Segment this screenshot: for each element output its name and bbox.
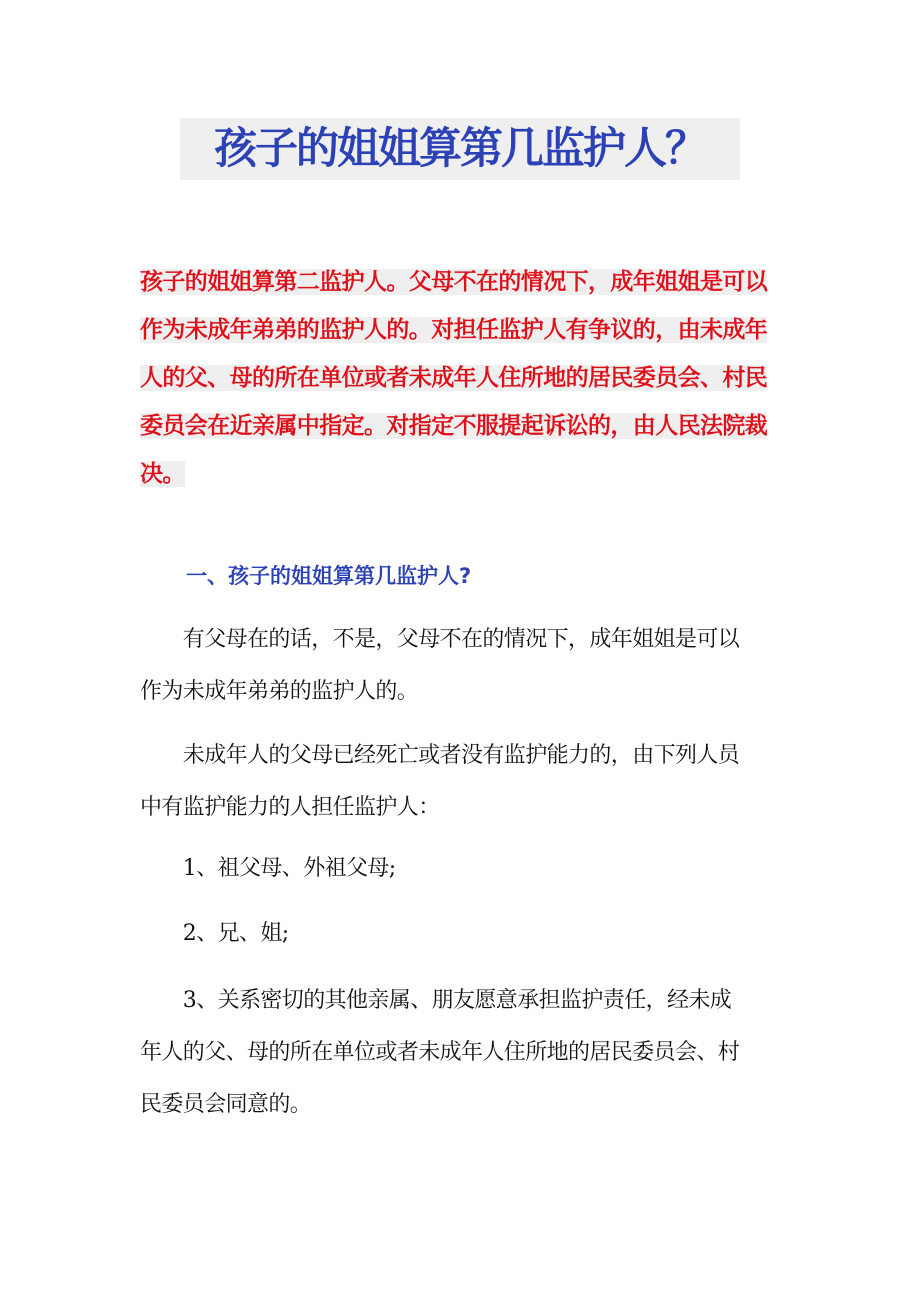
body-paragraph — [140, 730, 785, 834]
summary-line: 决。 — [140, 461, 185, 487]
summary-line: 作为未成年弟弟的监护人的。对担任监护人有争议的，由未成年 — [140, 317, 768, 343]
document-title: 孩子的姐姐算第几监护人？ — [180, 118, 740, 180]
paragraph-line: 有父母在的话，不是，父母不在的情况下，成年姐姐是可以 — [140, 627, 740, 652]
summary-line: 人的父、母的所在单位或者未成年人住所地的居民委员会、村民 — [140, 365, 768, 391]
paragraph-line: 未成年人的父母已经死亡或者没有监护能力的，由下列人员 — [140, 743, 740, 768]
list-item-text: 民委员会同意的。 — [140, 1092, 312, 1117]
list-item-text: 3、关系密切的其他亲属、朋友愿意承担监护责任，经未成 — [140, 988, 732, 1013]
list-item — [140, 908, 785, 960]
body-paragraph — [140, 614, 785, 718]
summary-paragraph — [140, 258, 785, 498]
section-heading: 一、孩子的姐姐算第几监护人? — [186, 564, 472, 588]
paragraph-line: 中有监护能力的人担任监护人： — [140, 795, 440, 820]
list-item — [140, 843, 785, 895]
list-item-text: 年人的父、母的所在单位或者未成年人住所地的居民委员会、村 — [140, 1040, 740, 1065]
paragraph-line: 作为未成年弟弟的监护人的。 — [140, 679, 419, 704]
list-item-text: 2、兄、姐; — [140, 921, 289, 946]
summary-line: 孩子的姐姐算第二监护人。父母不在的情况下，成年姐姐是可以 — [140, 269, 768, 295]
list-item — [140, 975, 785, 1131]
list-item-text: 1、祖父母、外祖父母; — [140, 856, 396, 881]
summary-line: 委员会在近亲属中指定。对指定不服提起诉讼的，由人民法院裁 — [140, 413, 768, 439]
